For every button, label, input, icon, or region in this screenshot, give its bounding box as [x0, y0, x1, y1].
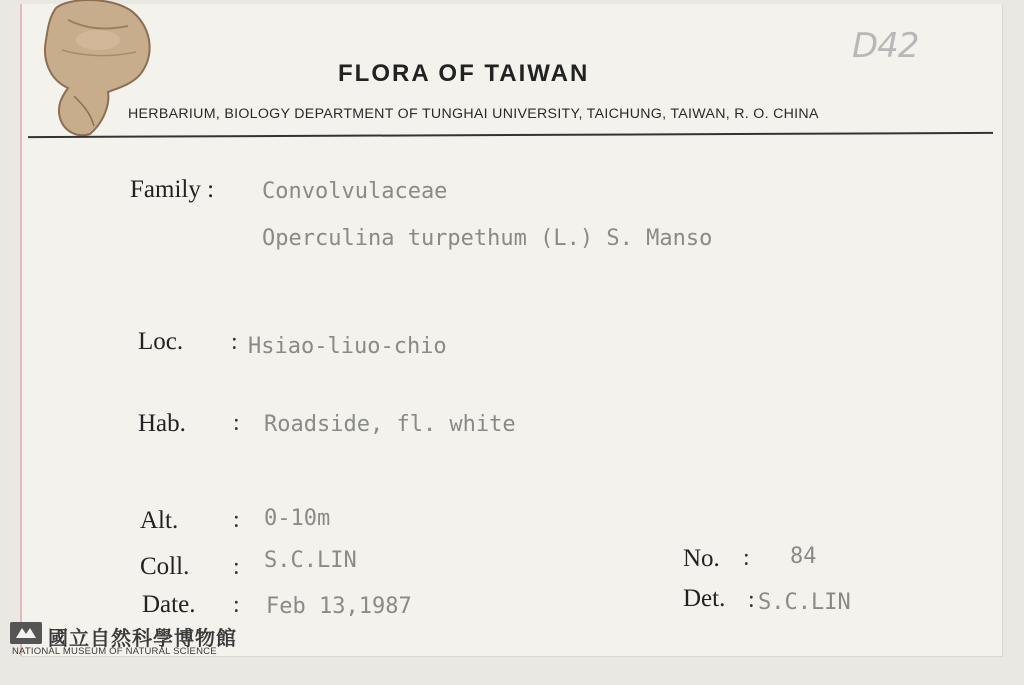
date-value: Feb 13,1987 [266, 594, 412, 619]
number-label: No. [683, 545, 720, 572]
locality-value: Hsiao-liuo-chio [248, 334, 447, 359]
manuscript-number: D42 [852, 26, 919, 66]
date-colon: : [233, 592, 240, 618]
number-value: 84 [790, 544, 817, 569]
collector-value: S.C.LIN [264, 548, 357, 573]
determiner-value: S.C.LIN [758, 590, 851, 615]
species-value: Operculina turpethum (L.) S. Manso [262, 226, 713, 251]
habitat-value: Roadside, fl. white [264, 412, 516, 437]
label-title: FLORA OF TAIWAN [338, 60, 590, 87]
determiner-label: Det. [683, 585, 726, 612]
family-label: Family : [130, 176, 215, 203]
altitude-label: Alt. [140, 507, 179, 534]
determiner-colon: : [748, 587, 755, 613]
altitude-value: 0-10m [264, 506, 331, 531]
museum-name-cn: 國立自然科學博物館 [48, 626, 237, 650]
date-label: Date. [142, 591, 196, 618]
number-colon: : [743, 545, 750, 571]
museum-logo-icon [10, 622, 42, 644]
habitat-colon: : [233, 410, 240, 436]
label-institution: HERBARIUM, BIOLOGY DEPARTMENT OF TUNGHAI UNIVERSITY, TAICHUNG, TAIWAN, R. O. CHINA [128, 106, 819, 122]
collector-label: Coll. [140, 553, 190, 580]
altitude-colon: : [233, 507, 240, 533]
habitat-label: Hab. [138, 410, 186, 437]
locality-label: Loc. [138, 328, 184, 355]
locality-colon: : [231, 329, 238, 355]
collector-colon: : [233, 554, 240, 580]
family-value: Convolvulaceae [262, 179, 448, 204]
museum-name-en: NATIONAL MUSEUM OF NATURAL SCIENCE [12, 646, 217, 657]
museum-watermark [8, 620, 268, 660]
